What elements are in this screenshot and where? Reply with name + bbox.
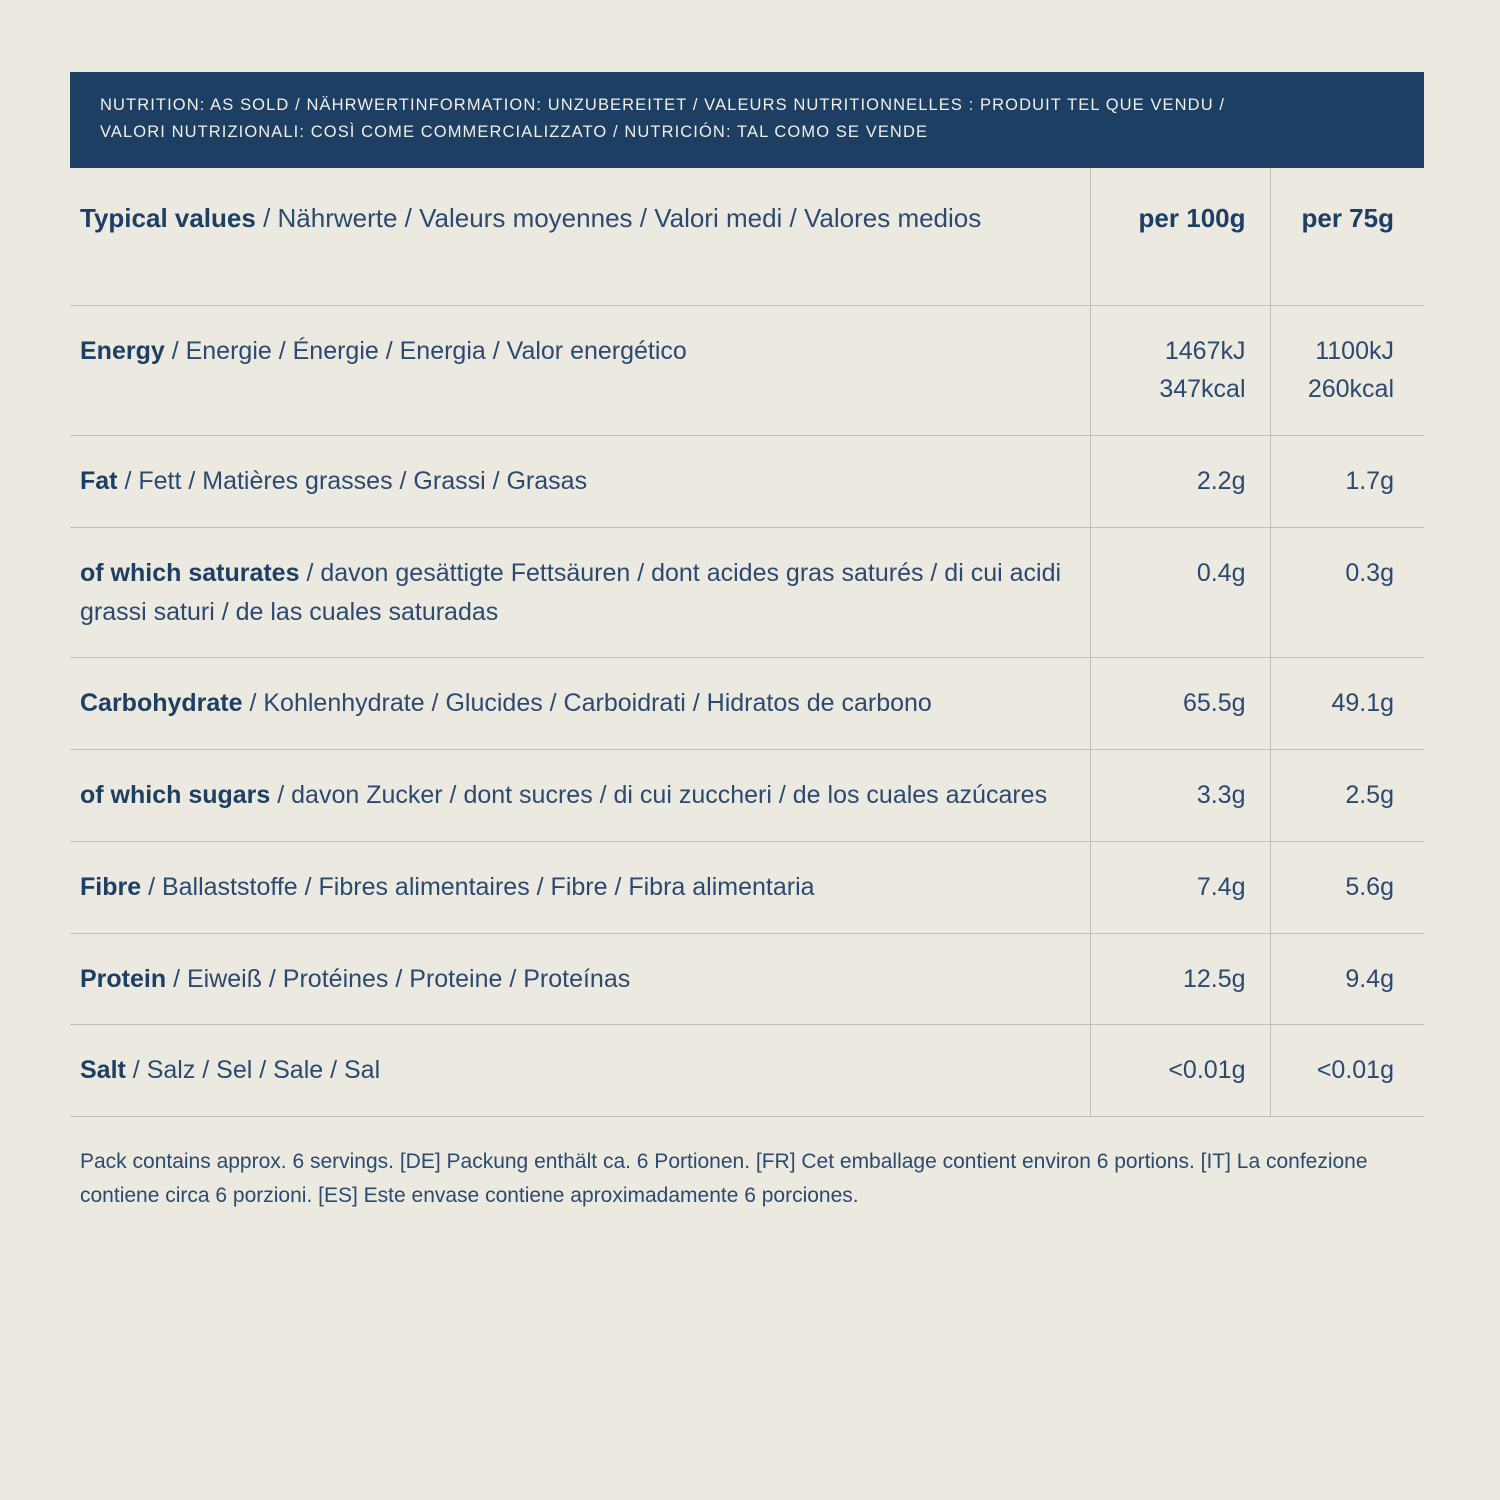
nutrition-panel [70, 72, 1424, 1212]
row-label-salt [70, 1025, 1090, 1117]
row-value-per-75g [1270, 305, 1424, 436]
row-label-rest: / Eiweiß / Protéines / Proteine / Proteínas [166, 964, 631, 993]
row-label-rest: / davon gesättigte Fettsäuren / dont acides gras saturés / di cui acidi grassi saturi / de las cuales saturadas [80, 558, 1062, 626]
row-label-rest: / davon Zucker / dont sucres / di cui zuccheri / de los cuales azúcares [270, 781, 1048, 810]
row-label-rest: / Kohlenhydrate / Glucides / Carboidrati / Hidratos de carbono [242, 689, 932, 718]
row-value-per-100g: 0.4g [1090, 527, 1270, 658]
row-label-bold: of which sugars [80, 781, 271, 810]
typical-values-label [70, 168, 1090, 305]
row-value-per-100g [1090, 305, 1270, 436]
table-row [70, 933, 1424, 1025]
footnote-line-1: Pack contains approx. 6 servings. [DE] Packung enthält ca. 6 Portionen. [FR] Cet emballage contient environ 6 portions. [IT] La confezione contiene circa 6 porzioni. [80, 1150, 1368, 1207]
table-row [70, 658, 1424, 750]
column-header-per-75g: per 75g [1270, 168, 1424, 305]
table-row [70, 305, 1424, 436]
nutrition-header-bar [70, 72, 1424, 168]
row-label-rest: / Fett / Matières grasses / Grassi / Grasas [117, 467, 588, 496]
row-value-primary: 1467kJ [1164, 336, 1246, 365]
footnote-line-2: [ES] Este envase contiene aproximadamente 6 porciones. [318, 1183, 859, 1207]
row-label-energy [70, 305, 1090, 436]
row-value-per-100g: 65.5g [1090, 658, 1270, 750]
typical-values-bold: Typical values [80, 203, 256, 234]
row-label-bold: Salt [80, 1056, 126, 1085]
row-label-fat [70, 436, 1090, 528]
row-value-per-75g: <0.01g [1270, 1025, 1424, 1117]
header-line-2: VALORI NUTRIZIONALI: COSÌ COME COMMERCIALIZZATO / NUTRICIÓN: TAL COMO SE VENDE [100, 123, 929, 142]
table-row [70, 1025, 1424, 1117]
row-label-bold: Carbohydrate [80, 689, 243, 718]
row-value-per-75g: 49.1g [1270, 658, 1424, 750]
nutrition-table [70, 168, 1424, 1117]
header-line-1: NUTRITION: AS SOLD / NÄHRWERTINFORMATION: UNZUBEREITET / VALEURS NUTRITIONNELLES : PRODUIT TEL QUE VENDU / [100, 96, 1226, 114]
row-label-bold: of which saturates [80, 558, 300, 587]
table-header-row [70, 168, 1424, 305]
row-label-bold: Protein [80, 964, 167, 993]
row-value-per-75g: 9.4g [1270, 933, 1424, 1025]
row-value-per-75g: 1.7g [1270, 436, 1424, 528]
table-row [70, 750, 1424, 842]
row-value-per-100g: 12.5g [1090, 933, 1270, 1025]
row-value-per-100g: 2.2g [1090, 436, 1270, 528]
row-value-per-100g: 7.4g [1090, 841, 1270, 933]
column-header-per-100g: per 100g [1090, 168, 1270, 305]
row-label-bold: Fibre [80, 872, 142, 901]
row-label-protein [70, 933, 1090, 1025]
row-value-per-75g: 0.3g [1270, 527, 1424, 658]
row-label-carbohydrate [70, 658, 1090, 750]
table-row [70, 527, 1424, 658]
typical-values-rest: / Nährwerte / Valeurs moyennes / Valori medi / Valores medios [255, 203, 982, 234]
row-label-bold: Fat [80, 467, 118, 496]
row-value-primary: 1100kJ [1315, 336, 1394, 365]
row-value-per-100g: 3.3g [1090, 750, 1270, 842]
row-value-per-75g: 2.5g [1270, 750, 1424, 842]
servings-footnote [70, 1145, 1424, 1212]
row-label-rest: / Energie / Énergie / Energia / Valor energético [164, 336, 687, 365]
row-value-secondary: 347kcal [1159, 375, 1246, 404]
row-value-per-75g: 5.6g [1270, 841, 1424, 933]
row-label-rest: / Ballaststoffe / Fibres alimentaires / Fibre / Fibra alimentaria [141, 872, 815, 901]
row-label-fibre [70, 841, 1090, 933]
row-label-bold: Energy [80, 336, 165, 365]
row-value-per-100g: <0.01g [1090, 1025, 1270, 1117]
table-row [70, 841, 1424, 933]
row-label-rest: / Salz / Sel / Sale / Sal [125, 1056, 381, 1085]
row-value-secondary: 260kcal [1307, 375, 1394, 404]
row-label-saturates [70, 527, 1090, 658]
table-row [70, 436, 1424, 528]
row-label-sugars [70, 750, 1090, 842]
